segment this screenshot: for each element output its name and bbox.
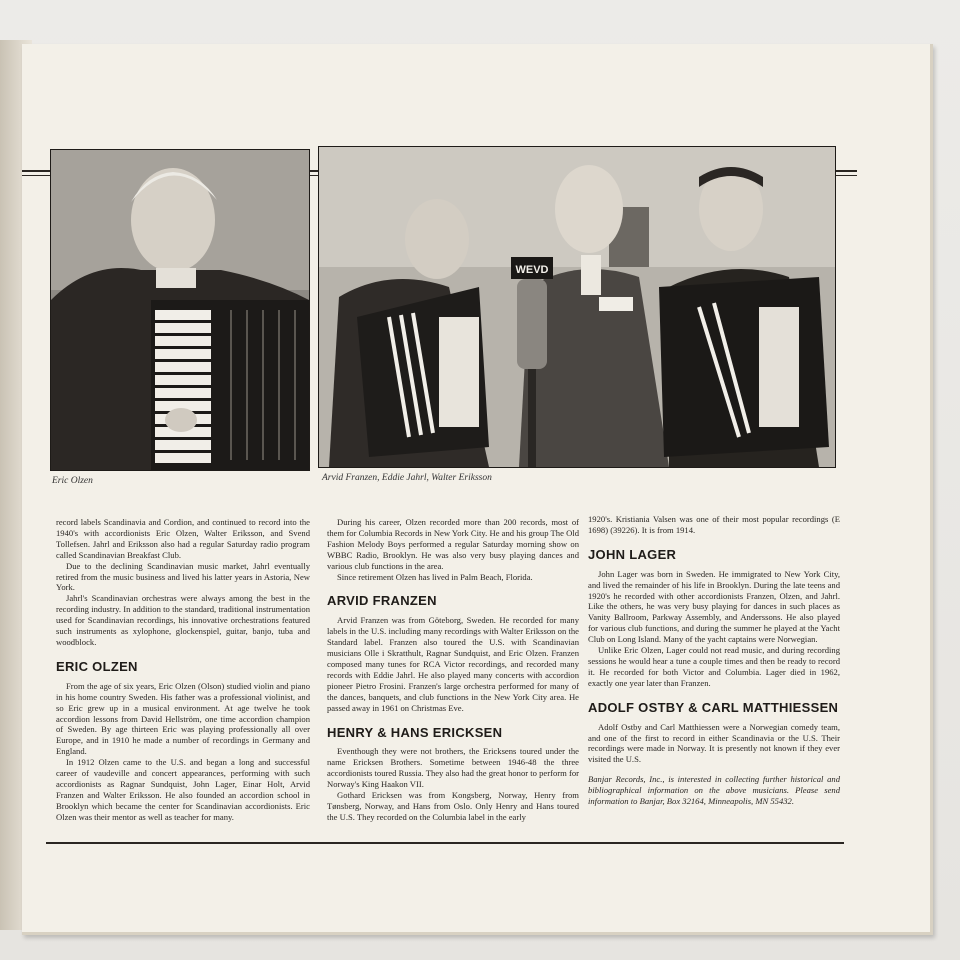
col3-paragraph-2: John Lager was born in Sweden. He immigrated to New York City, and lived the remainder of his life in Brooklyn. During the late teens and 1920's he recorded with other accordionists Franzen, Olzen, and Jahrl. Like the others, he was very busy playing for dances in such places as Vanity Ballroom, Parkway Assembly, and Anderssons. He also played for various club functions, and during the summer he played at the Yacht Club on Long Island. Many of the yacht captains were Norwegian.	[588, 568, 840, 645]
heading-john-lager: JOHN LAGER	[588, 546, 677, 562]
col2-paragraph-5: Gothard Ericksen was from Kongsberg, Norway, Henry from Tønsberg, Norway, and Hans from Oslo. Only Henry and Hans toured the U.S. They recorded on the Columbia label in the early	[327, 790, 579, 822]
mic-label: WEVD	[515, 264, 549, 276]
col3-paragraph-4: Adolf Ostby and Carl Matthiessen were a Norwegian comedy team, and one of the first to record in either Scandinavia or the U.S. Their recordings were made in Norway. It is presently not known if they ever visited the U.S.	[588, 721, 840, 765]
col1-paragraph-5: In 1912 Olzen came to the U.S. and began a long and successful career of vaudeville and concert appearances, performing with such accordionists as Ragnar Sundquist, John Lager, Einar Holt, Arvid Franzen and Walter Eriksson. He also founded an accordion school in Brooklyn which became the center for Scandinavian accordionists. Eric Olzen was their mentor as well as teacher for many.	[56, 757, 310, 822]
photo-trio	[318, 146, 836, 468]
col3-note: Banjar Records, Inc., is interested in collecting further historical and bibliographical information on the above musicians. Please send information to Banjar, Box 32164, Minneapolis, MN 55432.	[588, 774, 840, 807]
col1-paragraph-2: Due to the declining Scandinavian music market, Jahrl eventually retired from the music business and lived his latter years in Astoria, New York.	[56, 560, 310, 593]
col2-paragraph-4: Eventhough they were not brothers, the Ericksens toured under the name Ericksen Brothers. Sometime between 1946-48 the three accordionists toured Russia. They also had the great honor to perform for Norway's King Haakon VII.	[327, 746, 579, 790]
column-3	[588, 514, 840, 807]
photo-eric-olzen-illustration	[51, 150, 309, 470]
heading-henry-hans-ericksen: HENRY & HANS ERICKSEN	[327, 724, 503, 740]
photo-trio-illustration	[319, 147, 835, 467]
bottom-rule	[46, 842, 844, 844]
col2-paragraph-1: During his career, Olzen recorded more than 200 records, most of them for Columbia Records in New York City. He and his group The Old Fashion Melody Boys performed a regular Saturday morning show on WBBC Radio, Brooklyn. He was also very busy playing dances and various club functions in the area.	[327, 517, 579, 571]
caption-left: Eric Olzen	[52, 476, 93, 486]
col2-paragraph-3: Arvid Franzen was from Göteborg, Sweden. He recorded for many labels in the U.S. including many recordings with Walter Eriksson on the Standard label. Franzen also toured the U.S. with Scandinavian musicians Olle i Skratthult, Ragnar Sundquist, and Eric Olzen. Franzen composed many tunes for RCA Victor recordings, and recorded many records with Eddie Jahrl. He also played many concerts with accordion pioneer Pietro Frosini. Franzen's large orchestra performed for many of the dances, banquets, and club functions in the New York City area. He passed away in 1961 on Christmas Eve.	[327, 615, 579, 713]
column-1	[56, 517, 310, 823]
col3-paragraph-3: Unlike Eric Olzen, Lager could not read music, and during recording sessions he would hear a tune a couple times and then be ready to record it. He recorded for both Victor and Columbia. Lager died in 1962, exactly one year later than Franzen.	[588, 645, 840, 688]
col1-paragraph-4: From the age of six years, Eric Olzen (Olson) studied violin and piano in his home country Sweden. His father was a professional violinist, and so Eric grew up in a musical environment. At age twelve he took accordion lessons from David Hellström, one time accordion champion of Sweden. By age thirteen Eric was playing professionally all over Europe, and in 1910 he made a number of recordings in Germany and England.	[56, 680, 310, 757]
photo-eric-olzen	[50, 149, 310, 471]
heading-ostby-matthiessen: ADOLF OSTBY & CARL MATTHIESSEN	[588, 699, 839, 715]
col2-paragraph-2: Since retirement Olzen has lived in Palm Beach, Florida.	[337, 571, 533, 582]
caption-right: Arvid Franzen, Eddie Jahrl, Walter Eriksson	[322, 473, 492, 483]
col1-paragraph-3: Jahrl's Scandinavian orchestras were always among the best in the recording industry. In addition to the standard, traditional instrumentation used for Scandinavian recordings, his innovative orchestrations featured such instruments as xylophone, glockenspiel, guitar, banjo, tuba and woodblock.	[56, 593, 310, 647]
column-2	[327, 517, 579, 823]
col3-paragraph-1: 1920's. Kristiania Valsen was one of their most popular recordings (E 1698) (39226). It is from 1914.	[588, 514, 840, 535]
heading-arvid-franzen: ARVID FRANZEN	[327, 593, 437, 609]
col1-paragraph-1: record labels Scandinavia and Cordion, and continued to record into the 1940's with accordionists Eric Olzen, Walter Eriksson, and Svend Tollefsen. Jahrl and Eriksson also had a regular Saturday radio program called Scandinavian Breakfast Club.	[56, 517, 310, 560]
heading-eric-olzen: ERIC OLZEN	[56, 658, 138, 674]
